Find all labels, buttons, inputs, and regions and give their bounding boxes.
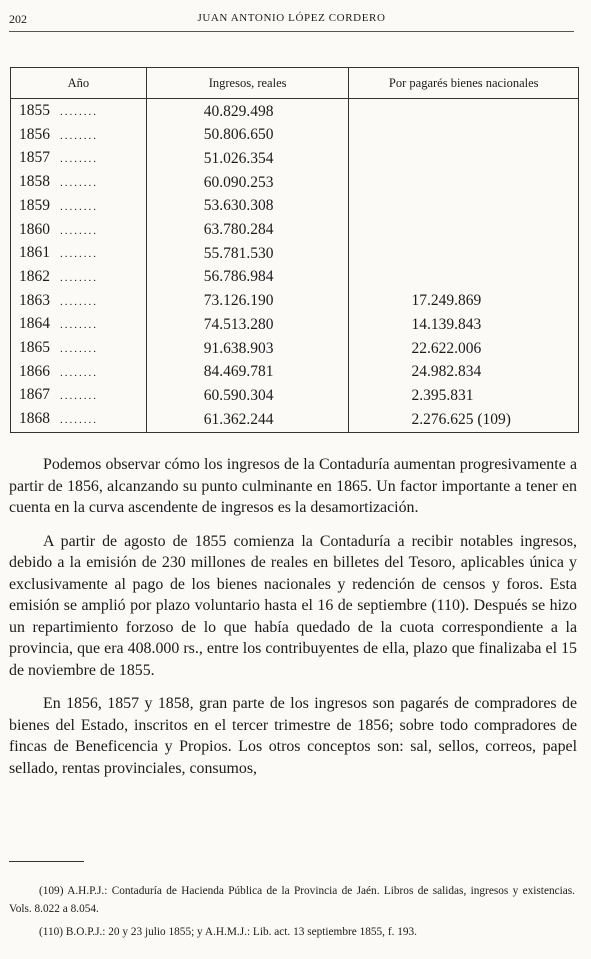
ingresos-cell: 91.638.903 [146, 337, 349, 361]
income-table [10, 67, 579, 433]
ingresos-cell: 51.026.354 [146, 147, 349, 171]
column-header-pagares: Por pagarés bienes nacionales [349, 68, 579, 99]
year-cell [11, 384, 147, 408]
table-header-row [11, 68, 579, 99]
ingresos-cell: 53.630.308 [146, 195, 349, 219]
year-cell [11, 195, 147, 219]
year-cell [11, 219, 147, 243]
leader-dots: ........ [60, 153, 98, 166]
ingresos-cell: 61.362.244 [146, 408, 349, 432]
header-rule [9, 31, 574, 32]
year-value: 1862 [19, 267, 50, 285]
paragraph: En 1856, 1857 y 1858, gran parte de los ingresos son pagarés de compradores de bienes del Estado, inscritos en el tercer trimestre de 1856; sobre todo compradores de fincas de Beneficencia y Propios. Los otros conceptos son: sal, sellos, correos, papel sellado, rentas provinciales, consumos, [9, 695, 577, 777]
ingresos-cell: 60.590.304 [146, 384, 349, 408]
pagares-cell [349, 219, 579, 243]
ingresos-cell: 73.126.190 [146, 290, 349, 314]
year-value: 1868 [19, 410, 50, 428]
year-value: 1855 [19, 102, 50, 119]
table-row [11, 337, 579, 361]
table-row [11, 242, 579, 266]
footnotes [9, 883, 575, 948]
year-value: 1866 [19, 362, 50, 380]
table-row [11, 219, 579, 243]
ingresos-cell: 60.090.253 [146, 171, 349, 195]
leader-dots: ........ [60, 200, 98, 213]
pagares-cell [349, 171, 579, 195]
pagares-cell [349, 124, 579, 148]
leader-dots: ........ [60, 343, 98, 356]
table-row [11, 147, 579, 171]
year-value: 1861 [19, 244, 50, 262]
footnote: (110) B.O.P.J.: 20 y 23 julio 1855; y A.H.M.J.: Lib. act. 13 septiembre 1855, f. 193. [39, 926, 418, 938]
year-value: 1857 [19, 149, 50, 167]
year-cell [11, 99, 147, 124]
table-row [11, 408, 579, 432]
table-row [11, 266, 579, 290]
column-header-year: Año [11, 68, 147, 99]
ingresos-cell: 40.829.498 [146, 99, 349, 124]
year-cell [11, 361, 147, 385]
year-value: 1865 [19, 339, 50, 357]
pagares-cell [349, 195, 579, 219]
leader-dots: ........ [60, 129, 98, 142]
table-row [11, 361, 579, 385]
pagares-cell [349, 266, 579, 290]
footnote: (109) A.H.P.J.: Contaduría de Hacienda Pública de la Provincia de Jaén. Libros de salidas, ingresos y existencias. Vols. 8.022 a 8.054. [9, 885, 575, 915]
table-row [11, 171, 579, 195]
paragraph: Podemos observar cómo los ingresos de la Contaduría aumentan progresivamente a partir de 1856, alcanzando su punto culminante en 1865. Un factor importante a tener en cuenta en la curva ascendente de ingresos es la desamortización. [9, 456, 577, 516]
table-row [11, 124, 579, 148]
paragraph: A partir de agosto de 1855 comienza la Contaduría a recibir notables ingresos, debido a la emisión de 230 millones de reales en billetes del Tesoro, aplicables única y exclusivamente al pago de los bienes nacionales y redención de censos y foros. Esta emisión se amplió por plazo voluntario hasta el 16 de septiembre (110). Después se hizo un repartimiento forzoso de lo que había quedado de la cuota correspondiente a la provincia, que era 408.000 rs., entre los contribuyentes de ella, plazo que finalizaba el 15 de noviembre de 1855. [9, 532, 577, 679]
pagares-cell [349, 99, 579, 124]
column-header-ingresos: Ingresos, reales [146, 68, 349, 99]
pagares-cell: 14.139.843 [349, 313, 579, 337]
year-cell [11, 171, 147, 195]
pagares-cell: 2.395.831 [349, 384, 579, 408]
year-cell [11, 242, 147, 266]
year-value: 1867 [19, 386, 50, 404]
leader-dots: ........ [60, 390, 98, 403]
page-number: 202 [9, 12, 27, 26]
leader-dots: ........ [60, 248, 98, 261]
year-cell [11, 266, 147, 290]
ingresos-cell: 63.780.284 [146, 219, 349, 243]
year-value: 1864 [19, 315, 50, 333]
table-row [11, 195, 579, 219]
leader-dots: ........ [60, 414, 98, 427]
leader-dots: ........ [60, 319, 98, 332]
table-row [11, 290, 579, 314]
year-value: 1856 [19, 125, 50, 143]
ingresos-cell: 56.786.984 [146, 266, 349, 290]
leader-dots: ........ [60, 295, 98, 308]
pagares-cell: 2.276.625 (109) [349, 408, 579, 432]
year-cell [11, 337, 147, 361]
pagares-cell: 17.249.869 [349, 290, 579, 314]
leader-dots: ........ [60, 271, 98, 284]
year-cell [11, 408, 147, 432]
ingresos-cell: 74.513.280 [146, 313, 349, 337]
ingresos-cell: 84.469.781 [146, 361, 349, 385]
year-value: 1859 [19, 196, 50, 214]
year-cell [11, 147, 147, 171]
pagares-cell: 22.622.006 [349, 337, 579, 361]
table-row [11, 384, 579, 408]
leader-dots: ........ [60, 106, 98, 118]
leader-dots: ........ [60, 224, 98, 237]
year-value: 1863 [19, 291, 50, 309]
pagares-cell: 24.982.834 [349, 361, 579, 385]
leader-dots: ........ [60, 366, 98, 379]
ingresos-cell: 50.806.650 [146, 124, 349, 148]
table-row [11, 99, 579, 124]
year-cell [11, 313, 147, 337]
page-header [9, 12, 574, 32]
year-cell [11, 124, 147, 148]
running-title: JUAN ANTONIO LÓPEZ CORDERO [197, 12, 386, 24]
body-text [9, 454, 577, 791]
table-row [11, 313, 579, 337]
year-cell [11, 290, 147, 314]
pagares-cell [349, 147, 579, 171]
ingresos-cell: 55.781.530 [146, 242, 349, 266]
year-value: 1860 [19, 220, 50, 238]
year-value: 1858 [19, 173, 50, 191]
footnote-rule [9, 861, 84, 862]
leader-dots: ........ [60, 177, 98, 190]
pagares-cell [349, 242, 579, 266]
